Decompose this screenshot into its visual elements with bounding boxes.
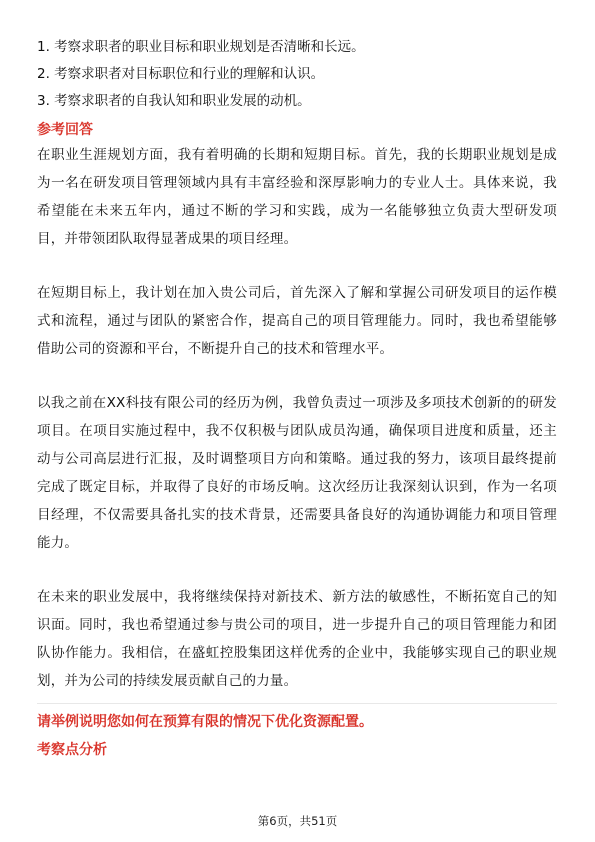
page-content xyxy=(37,34,557,764)
section-divider xyxy=(37,703,557,704)
paragraph-spacer xyxy=(37,253,557,279)
paragraph-spacer xyxy=(37,557,557,583)
answer-paragraph: 在未来的职业发展中，我将继续保持对新技术、新方法的敏感性，不断拓宽自己的知识面。同时，我也希望通过参与贵公司的项目，进一步提升自己的项目管理能力和团队协作能力。我相信，在盛虹控股集团这样优秀的企业中，我能够实现自己的职业规划，并为公司的持续发展贡献自己的力量。 xyxy=(37,589,557,689)
paragraph-spacer xyxy=(37,363,557,389)
analysis-heading: 考察点分析 xyxy=(37,742,107,758)
answer-paragraph: 在短期目标上，我计划在加入贵公司后，首先深入了解和掌握公司研发项目的运作模式和流程，通过与团队的紧密合作，提高自己的项目管理能力。同时，我也希望能够借助公司的资源和平台，不断提升自己的技术和管理水平。 xyxy=(37,285,557,357)
answer-paragraph: 在职业生涯规划方面，我有着明确的长期和短期目标。首先，我的长期职业规划是成为一名在研发项目管理领域内具有丰富经验和深厚影响力的专业人士。具体来说，我希望能在未来五年内，通过不断的学习和实践，成为一名能够独立负责大型研发项目，并带领团队取得显著成果的项目经理。 xyxy=(37,147,557,247)
list-item: 2. 考察求职者对目标职位和行业的理解和认识。 xyxy=(37,66,325,82)
list-item: 1. 考察求职者的职业目标和职业规划是否清晰和长远。 xyxy=(37,39,365,55)
answer-paragraph: 以我之前在XX科技有限公司的经历为例，我曾负责过一项涉及多项技术创新的的研发项目。在项目实施过程中，我不仅积极与团队成员沟通，确保项目进度和质量，还主动与公司高层进行汇报，及时调整项目方向和策略。通过我的努力，该项目最终提前完成了既定目标，并取得了良好的市场反响。这次经历让我深刻认识到，作为一名项目经理，不仅需要具备扎实的技术背景，还需要具备良好的沟通协调能力和项目管理能力。 xyxy=(37,395,557,551)
list-item: 3. 考察求职者的自我认知和职业发展的动机。 xyxy=(37,93,311,109)
assessment-list xyxy=(37,34,557,115)
page-number: 第6页，共51页 xyxy=(257,814,338,828)
next-question: 请举例说明您如何在预算有限的情况下优化资源配置。 xyxy=(37,714,373,730)
answer-heading: 参考回答 xyxy=(37,122,93,138)
